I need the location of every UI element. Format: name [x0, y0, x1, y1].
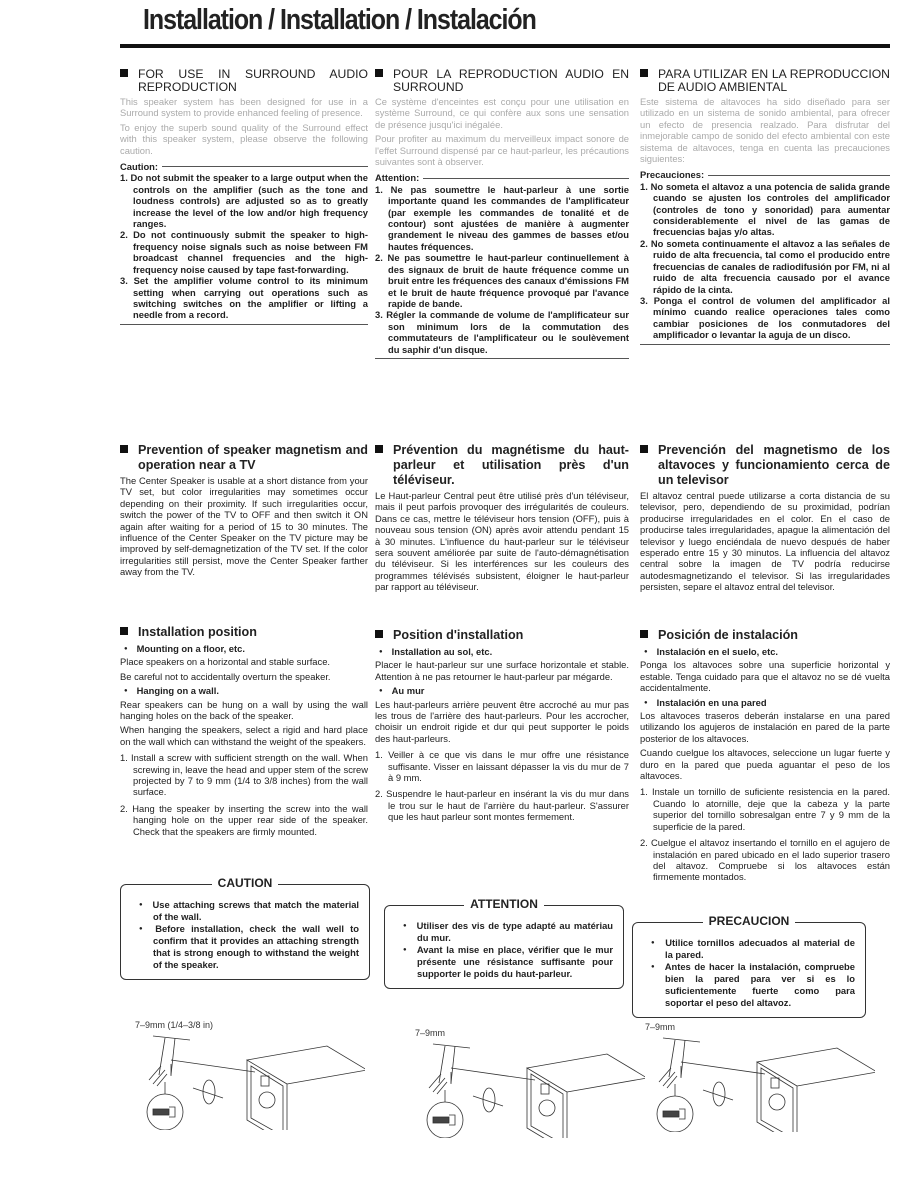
magnetism-section	[120, 443, 368, 581]
warning-title-text: CAUTION	[212, 876, 279, 890]
step-item: 1. Veiller à ce que vis dans le mur offre une résistance suffisante. Visser en laissant dépasser la vis du mur de 7 à 9 mm.	[375, 749, 629, 784]
square-bullet-icon	[375, 69, 383, 77]
intro-paragraph: Este sistema de altavoces ha sido diseñado para ser utilizado en un sistema de sonido ambiental, para ofrecer un efecto de presencia realzado. Para disfrutar del inmejorable campo de sonido del efecto ambiental con este sistema de altavoces, tenga en cuenta las precauciones siguientes:	[640, 96, 890, 165]
surround-section	[120, 68, 368, 325]
steps-list	[375, 749, 629, 822]
magnetism-section	[640, 443, 890, 596]
magnetism-body: Le Haut-parleur Central peut être utilisé près d'un téléviseur, mais il peut parfois provoquer des irrégularités de couleurs. Dans ce cas, mettre le téléviseur hors tension (OFF), puis à nouveau sous tension (ON) après avoir attendu pendant 15 à 30 minutes. L'influence du haut-parleur sur le téléviseur sera souvent améliorée par suite de l'auto-démagnétisation du téléviseur. Si les interférences sur les couleurs des programmes télévisés subsistent, éloigner le haut-parleur par rapport au téléviseur.	[375, 490, 629, 593]
magnetism-body: El altavoz central puede utilizarse a corta distancia de su televisor, pero, dependiendo de su proximidad, podrían producirse irregularidades en el color. En el caso de producirse tales irregularidades, apague la alimentación del televisor y luego enciéndala de nuevo después de haber esperado entre 15 y 30 minutos. La influencia del altavoz central sobre la imagen de TV podría reducirse autodesmagnetizando el televisor. Si las irregularidades persisten, separe el altavoz entral del televisor.	[640, 490, 890, 593]
diagram-label: 7–9mm	[645, 1022, 676, 1032]
warning-item: ● Before installation, check the wall well to confirm that it provides an attaching strength that is strong enough to withstand the weight of the speaker.	[139, 923, 359, 971]
warning-box-title	[633, 915, 865, 928]
warning-list	[403, 920, 613, 980]
section-heading-text: Prevention of speaker magnetism and operation near a TV	[138, 443, 368, 472]
section-heading-text: Installation position	[138, 625, 257, 639]
step-item: 2. Suspendre le haut-parleur en insérant la vis du mur dans le trou sur le haut de l'arrière du haut-parleur. S'assurer que les haut parleur sont montes fermement.	[375, 788, 629, 823]
subheading-floor: ● Instalación en el suelo, etc.	[640, 646, 890, 658]
warning-title-text: ATTENTION	[464, 897, 544, 911]
divider	[640, 344, 890, 345]
divider	[162, 166, 368, 167]
surround-section	[640, 68, 890, 345]
intro-paragraph: To enjoy the superb sound quality of the Surround effect with this speaker system, please observe the following caution.	[120, 121, 368, 156]
caution-label	[120, 161, 368, 172]
warning-title-text: PRECAUCION	[703, 914, 796, 928]
wall-paragraph: Los altavoces traseros deberán instalarse en una pared utilizando los agujeros de instalación en pared de la parte posterior de los altavoces.	[640, 710, 890, 744]
warning-item: ● Utiliser des vis de type adapté au matériau du mur.	[403, 920, 613, 944]
warning-list	[139, 899, 359, 971]
square-bullet-icon	[640, 69, 648, 77]
intro-paragraph: Ce système d'enceintes est conçu pour une utilisation en système Surround, ce qui confère aux sons une sensation de présence jusqu'ici inégalée.	[375, 96, 629, 130]
step-item: 2. Cuelgue el altavoz insertando el tornillo en el agujero de instalación en pared ubicado en el lado superior trasero del altavoz. Compruebe si los altavoces están firmemente montados.	[640, 837, 890, 883]
installation-section	[640, 628, 890, 883]
speaker-screw-illustration	[645, 1032, 875, 1132]
warning-item: ● Use attaching screws that match the material of the wall.	[139, 899, 359, 923]
wall-paragraph: When hanging the speakers, select a rigid and hard place on the wall which can withstand the weight of the speakers.	[120, 724, 368, 747]
intro-paragraph: This speaker system has been designed for use in a Surround system to provide enhanced feeling of presence.	[120, 96, 368, 119]
step-item: 1. Instale un tornillo de suficiente resistencia en la pared. Cuando lo atornille, deje que la cabeza y la parte superior del tornillo sobresalgan entre 7 y 9 mm de la superficie de la pared.	[640, 786, 890, 832]
caution-label	[640, 169, 890, 180]
square-bullet-icon	[640, 445, 648, 453]
magnetism-section	[375, 443, 629, 596]
caution-item: 1. No someta el altavoz a una potencia de salida grande cuando se ajusten los controles del amplificador (controles de tono y sonoridad) para aumentar considerablemente el nivel de las gamas de frecuencias bajas y/o altas.	[640, 180, 890, 238]
caution-item: 3. Ponga el control de volumen del amplificador al mínimo cuando realice operaciones tales como cambiar posiciones de los conmutadores del amplificador o levantar la aguja de un disco.	[640, 294, 890, 341]
step-item: 2. Hang the speaker by inserting the screw into the wall hanging hole on the upper rear side of the speaker. Check that the speakers are firmly mounted.	[120, 802, 368, 837]
section-heading-text: POUR LA REPRODUCTION AUDIO EN SURROUND	[393, 67, 629, 94]
wall-paragraph: Cuando cuelgue los altavoces, seleccione un lugar fuerte y duro en la pared que pueda aguantar el peso de los altavoces.	[640, 747, 890, 782]
section-heading-text: PARA UTILIZAR EN LA REPRODUCCION DE AUDIO AMBIENTAL	[658, 67, 890, 94]
subheading-floor: ● Mounting on a floor, etc.	[120, 643, 368, 655]
section-heading-text: Prévention du magnétisme du haut-parleur et utilisation près d'un téléviseur.	[393, 443, 629, 487]
subheading-floor: ● Installation au sol, etc.	[375, 646, 629, 658]
section-heading-text: Prevención del magnetismo de los altavoces y funcionamiento cerca de un televisor	[658, 443, 890, 487]
floor-paragraph: Placer le haut-parleur sur une surface horizontale et stable. Attention à ne pas retourner le haut-parleur par mégarde.	[375, 659, 629, 682]
title-rule	[120, 44, 890, 48]
caution-label-text: Caution:	[120, 161, 159, 173]
caution-item: 3. Régler la commande de volume de l'amplificateur sur son minimum lors de la commutation des commutateurs de l'amplificateur ou le soulèvement du saphir d'un disque.	[375, 309, 629, 355]
diagram-label: 7–9mm	[415, 1028, 446, 1038]
subheading-wall: ● Au mur	[375, 685, 629, 697]
caution-label	[375, 172, 629, 183]
divider	[708, 175, 890, 176]
warning-box-title	[121, 877, 369, 890]
warning-box	[120, 876, 370, 980]
warning-item: ● Antes de hacer la instalación, compruebe bien la pared para ver si es lo suficientemente fuerte como para soportar el peso del altavoz.	[651, 961, 855, 1009]
caution-item: 2. Ne pas soumettre le haut-parleur continuellement à des signaux de bruit de haute fréquence comme un bruit entre les fréquences des canaux d'émissions FM et le bruit de haute fréquence provoqué par l'avance rapide de bande.	[375, 252, 629, 309]
floor-paragraph: Be careful not to accidentally overturn the speaker.	[120, 670, 331, 682]
section-heading	[640, 68, 890, 94]
section-heading	[120, 68, 368, 94]
wall-paragraph: Rear speakers can be hung on a wall by using the wall hanging holes on the back of the speaker.	[120, 698, 368, 722]
divider	[375, 358, 629, 359]
floor-paragraph: Place speakers on a horizontal and stable surface.	[120, 656, 331, 668]
intro-paragraph: Pour profiter au maximum du merveilleux impact sonore de l'effet Surround dispensé par ce haut-parleur, les précautions suivantes sont à observer.	[375, 133, 629, 168]
warning-box-title	[385, 898, 623, 911]
magnetism-body: The Center Speaker is usable at a short distance from your TV set, but color irregularities may sometimes occur depending on their proximity. If such irregularities occur, switch the power of the TV to OFF and then switch it ON again after waiting for a period of 15 to 30 minutes. The influence of the Center Speaker on the TV picture may be improved by self-demagnetization of the TV set. If the color irregularities still persist, move the Center Speaker farther away from the TV.	[120, 475, 368, 578]
caution-list	[375, 184, 629, 355]
section-heading-text: Posición de instalación	[658, 628, 798, 642]
warning-item: ● Utilice tornillos adecuados al material de la pared.	[651, 937, 855, 961]
divider	[423, 178, 629, 179]
square-bullet-icon	[120, 445, 128, 453]
section-heading	[375, 68, 629, 94]
warning-box	[632, 914, 866, 1018]
section-heading	[640, 443, 890, 488]
installation-section	[375, 628, 629, 823]
warning-item: ● Avant la mise en place, vérifier que le mur présente une résistance suffisante pour supporter le poids du haut-parleur.	[403, 944, 613, 980]
subheading-wall: ● Instalación en una pared	[640, 697, 890, 709]
warning-list	[651, 937, 855, 1009]
section-heading	[120, 625, 368, 640]
divider	[120, 324, 368, 325]
caution-item: 1. Do not submit the speaker to a large output when the controls on the amplifier (such as the tone and loudness controls) are adjusted so as to greatly increase the level of the low and/or high frequency ranges.	[120, 172, 368, 230]
caution-item: 1. Ne pas soumettre le haut-parleur à une sortie importante quand les commandes de l'amplificateur (par exemple les commandes de tonalité et de contour) sont ajustées de manière à augmenter grandement le niveau des gammes de basses et/ou hautes fréquences.	[375, 183, 629, 252]
page-title: Installation / Installation / Instalación	[143, 4, 536, 36]
steps-list	[640, 786, 890, 882]
subheading-wall: ● Hanging on a wall.	[120, 685, 368, 697]
step-item: 1. Install a screw with sufficient strength on the wall. When screwing in, leave the head and upper stem of the screw projected by 7 to 9 mm (1/4 to 3/8 inches) from the wall surface.	[120, 752, 368, 798]
caution-list	[640, 181, 890, 341]
wall-mount-diagram	[135, 1020, 365, 1130]
caution-label-text: Precauciones:	[640, 169, 705, 181]
section-heading	[375, 443, 629, 488]
diagram-label: 7–9mm (1/4–3/8 in)	[135, 1020, 214, 1030]
speaker-screw-illustration	[415, 1038, 645, 1138]
caution-label-text: Attention:	[375, 172, 420, 184]
wall-paragraph: Les haut-parleurs arrière peuvent être accroché au mur pas les trous de l'arrière des haut-parleurs. Pour les accrocher, choisir un endroit rigide et dur qui peut supporter le poids des haut-parleurs.	[375, 698, 629, 744]
square-bullet-icon	[375, 630, 383, 638]
caution-item: 2. No someta continuamente el altavoz a las señales de ruido de alta frecuencia, tal como el producido entre frecuencias de canales de radiodifusión por FM, ni al ruido de alta frecuencia causado por el avance rápido de la cinta.	[640, 237, 890, 295]
caution-list	[120, 172, 368, 320]
section-heading	[375, 628, 629, 643]
square-bullet-icon	[120, 627, 128, 635]
square-bullet-icon	[120, 69, 128, 77]
section-heading-text: FOR USE IN SURROUND AUDIO REPRODUCTION	[138, 67, 368, 94]
warning-box	[384, 897, 624, 989]
surround-section	[375, 68, 629, 359]
section-heading-text: Position d'installation	[393, 628, 524, 642]
wall-mount-diagram	[415, 1028, 645, 1138]
steps-list	[120, 752, 368, 837]
section-heading	[120, 443, 368, 473]
square-bullet-icon	[375, 445, 383, 453]
caution-item: 3. Set the amplifier volume control to its minimum setting when carrying out operations such as switching switches on the amplifier or lifting a needle from a record.	[120, 275, 368, 321]
section-heading	[640, 628, 890, 643]
floor-paragraph: Ponga los altavoces sobre una superficie horizontal y estable. Tenga cuidado para que el altavoz no se dé vuelta accidentalmente.	[640, 659, 890, 694]
installation-section	[120, 625, 368, 837]
speaker-screw-illustration	[135, 1030, 365, 1130]
caution-item: 2. Do not continuously submit the speaker to high-frequency noise signals such as noise between FM broadcast channel frequencies and the high-frequency noise caused by tape fast-forwarding.	[120, 229, 368, 275]
wall-mount-diagram	[645, 1022, 875, 1132]
square-bullet-icon	[640, 630, 648, 638]
